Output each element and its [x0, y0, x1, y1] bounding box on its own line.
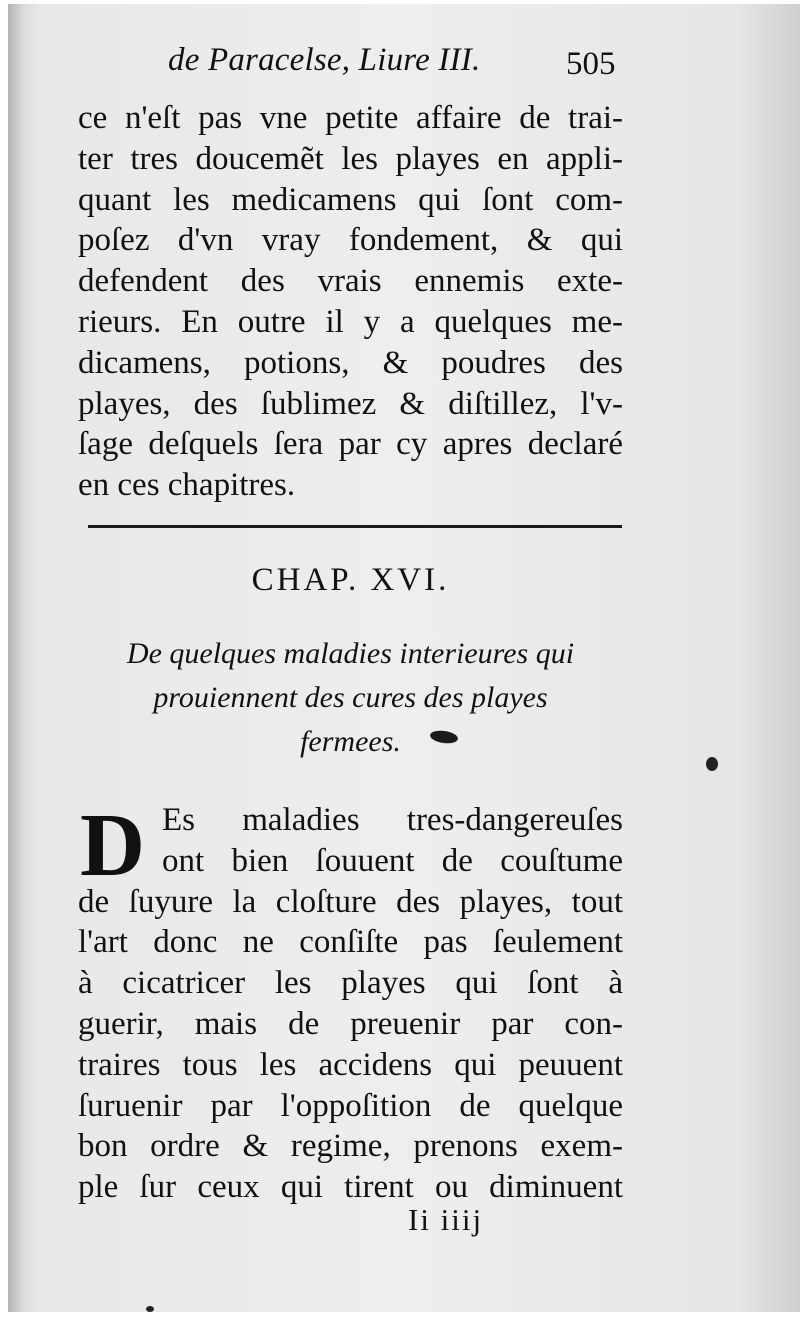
text-line: ſage deſquels ſera par cy apres declaré — [78, 426, 623, 463]
chapter-title-line: De quelques maladies interieures qui — [126, 637, 575, 670]
text-line: dicamens, potions, & poudres des — [78, 344, 623, 381]
text-line: traires tous les accidens qui peuuent — [78, 1046, 623, 1083]
drop-cap: D — [80, 796, 145, 895]
text-line: l'art donc ne conſiſte pas ſeulement — [78, 924, 623, 961]
continuation-paragraph — [78, 98, 623, 506]
text-line: defendent des vrais ennemis exte- — [78, 263, 623, 300]
text-line: quant les medicamens qui ſont com- — [78, 181, 623, 218]
text-line: playes, des ſublimez & diſtillez, l'v- — [78, 385, 623, 422]
text-line: en ces chapitres. — [78, 467, 296, 504]
text-line: ter tres doucemẽt les playes en appli- — [78, 140, 623, 177]
chapter-title-line: fermees. — [300, 725, 401, 758]
page-number: 505 — [566, 46, 616, 82]
ink-speck — [706, 757, 718, 771]
text-line: de ſuyure la cloſture des playes, tout — [78, 883, 623, 920]
text-line: poſez d'vn vray fondement, & qui — [78, 222, 623, 259]
text-line: ont bien ſouuent de couſtume — [162, 842, 623, 879]
text-line: à cicatricer les playes qui ſont à — [78, 965, 623, 1002]
signature-mark: Ii iiij — [408, 1202, 484, 1237]
text-line: ple ſur ceux qui tirent ou diminuent — [78, 1169, 623, 1206]
chapter-title — [78, 632, 623, 764]
text-line: guerir, mais de preuenir par con- — [78, 1005, 623, 1042]
text-line: ſuruenir par l'oppoſition de quelque — [78, 1087, 623, 1124]
section-divider — [88, 525, 622, 528]
running-head: de Paracelse, Liure III. — [168, 42, 481, 78]
text-line: ce n'eſt pas vne petite affaire de trai- — [78, 100, 623, 136]
chapter-body — [78, 796, 623, 1208]
chapter-title-line: prouiennent des cures des playes — [153, 681, 548, 714]
text-line: rieurs. En outre il y a quelques me- — [78, 303, 623, 340]
chapter-heading: CHAP. XVI. — [251, 562, 450, 598]
page-edge-shadow — [8, 4, 24, 1312]
text-line: Es maladies tres-dangereuſes — [162, 802, 623, 838]
ink-speck — [146, 1306, 154, 1312]
text-line: bon ordre & regime, prenons exem- — [78, 1128, 623, 1165]
